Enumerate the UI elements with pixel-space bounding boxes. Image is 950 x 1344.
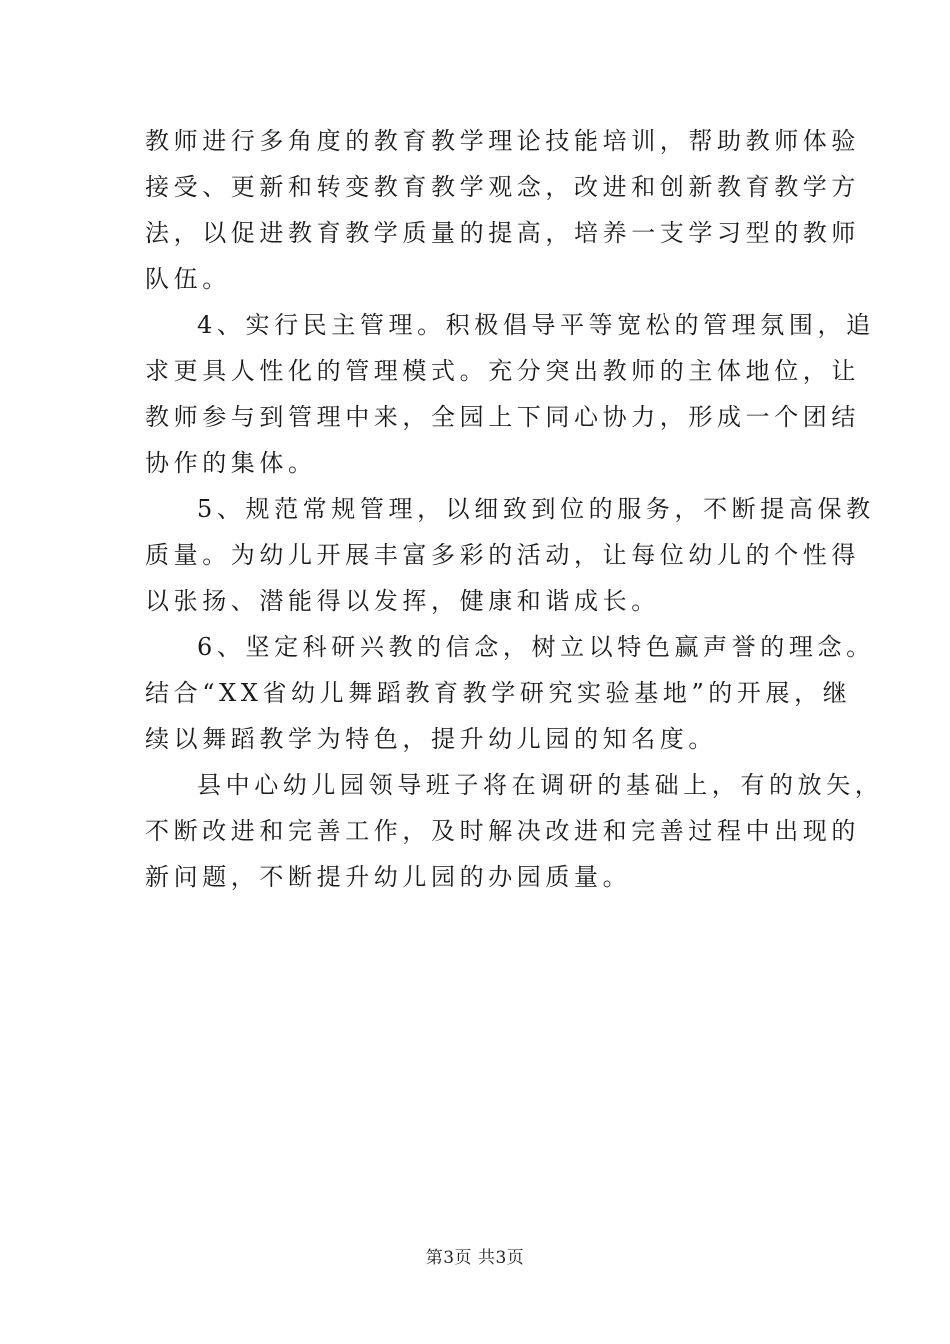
text-line: 法，以促进教育教学质量的提高，培养一支学习型的教师 [145,219,860,247]
text-line: 质量。为幼儿开展丰富多彩的活动，让每位幼儿的个性得 [145,541,860,569]
text-line: 以张扬、潜能得以发挥，健康和谐成长。 [145,587,660,615]
text-line: 5、规范常规管理，以细致到位的服务，不断提高保教 [197,495,875,523]
text-line: 新问题，不断提升幼儿园的办园质量。 [145,863,632,891]
text-line: 续以舞蹈教学为特色，提升幼儿园的知名度。 [145,725,717,753]
document-body [145,118,884,900]
text-line: 4、实行民主管理。积极倡导平等宽松的管理氛围，追 [197,311,875,339]
text-line: 6、坚定科研兴教的信念，树立以特色赢声誉的理念。 [197,633,875,661]
text-line: 不断改进和完善工作，及时解决改进和完善过程中出现的 [145,817,860,845]
text-line: 教师进行多角度的教育教学理论技能培训，帮助教师体验 [145,127,860,155]
text-line: 接受、更新和转变教育教学观念，改进和创新教育教学方 [145,173,860,201]
text-line: 协作的集体。 [145,449,317,477]
text-line: 队伍。 [145,265,231,293]
page-number-footer: 第3页 共3页 [425,1248,525,1268]
text-line: 求更具人性化的管理模式。充分突出教师的主体地位，让 [145,357,860,385]
text-line: 结合“XX省幼儿舞蹈教育教学研究实验基地”的开展，继 [145,679,852,707]
text-line: 教师参与到管理中来，全园上下同心协力，形成一个团结 [145,403,860,431]
text-line: 县中心幼儿园领导班子将在调研的基础上，有的放矢， [197,771,884,799]
